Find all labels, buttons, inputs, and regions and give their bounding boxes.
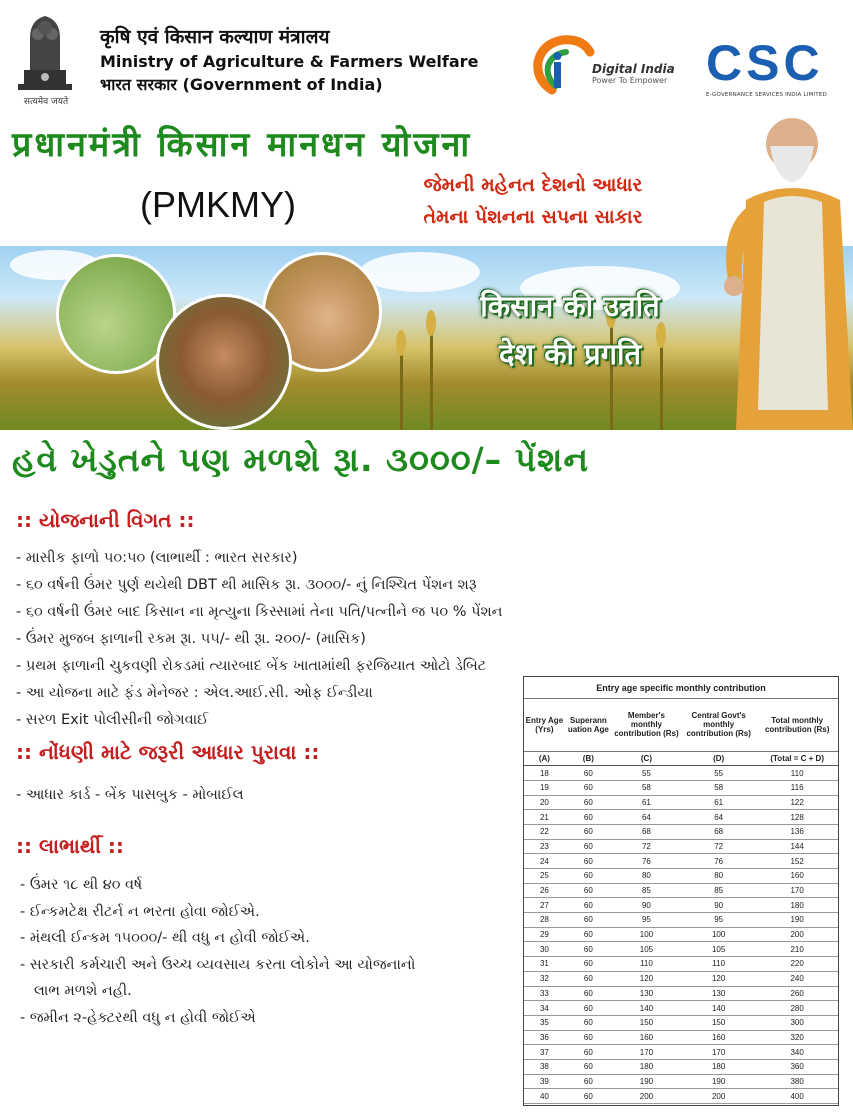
table-cell: 170 bbox=[681, 1045, 756, 1060]
table-cell: 28 bbox=[524, 913, 565, 928]
table-cell: 39 bbox=[524, 1074, 565, 1089]
table-cell: 33 bbox=[524, 986, 565, 1001]
table-cell: 160 bbox=[681, 1030, 756, 1045]
list-item: - ૬૦ વર્ષની ઉંમર બાદ કિસાન ના મૃત્યુના કિસ્સામાં તેના પતિ/પત્નીને જ ૫૦ % પેંશન bbox=[16, 604, 503, 620]
table-cell: 60 bbox=[565, 898, 612, 913]
table-cell: 360 bbox=[756, 1059, 838, 1074]
table-cell: 61 bbox=[681, 795, 756, 810]
table-cell: 38 bbox=[524, 1059, 565, 1074]
list-item: - મંથલી ઈન્કમ ૧૫૦૦૦/- થી વધુ ન હોવી જોઈએ. bbox=[20, 930, 310, 946]
scheme-title: प्रधानमंत्री किसान मानधन योजना bbox=[12, 125, 473, 165]
table-cell: 280 bbox=[756, 1001, 838, 1016]
ministry-block bbox=[100, 24, 478, 96]
table-cell: 31 bbox=[524, 957, 565, 972]
table-cell: 60 bbox=[565, 824, 612, 839]
table-cell: 60 bbox=[565, 1015, 612, 1030]
slogan-line-2: देश की प्रगति bbox=[499, 337, 641, 371]
table-cell: 140 bbox=[612, 1001, 681, 1016]
table-cell: 22 bbox=[524, 824, 565, 839]
table-cell: 300 bbox=[756, 1015, 838, 1030]
table-cell: 190 bbox=[612, 1074, 681, 1089]
table-cell: 100 bbox=[612, 927, 681, 942]
rice-grain bbox=[396, 330, 406, 356]
table-cell: 85 bbox=[681, 883, 756, 898]
table-cell: 260 bbox=[756, 986, 838, 1001]
table-cell: 200 bbox=[681, 1089, 756, 1104]
table-row bbox=[524, 957, 838, 972]
list-item: - ઉંમર ૧૮ થી ૪૦ વર્ષ bbox=[20, 877, 143, 893]
rice-grain bbox=[426, 310, 436, 336]
table-cell: 64 bbox=[612, 810, 681, 825]
table-cell: 60 bbox=[565, 927, 612, 942]
table-header-row bbox=[524, 699, 838, 751]
table-cell: 160 bbox=[756, 869, 838, 884]
table-cell: 340 bbox=[756, 1045, 838, 1060]
table-cell: 60 bbox=[565, 957, 612, 972]
beneficiary-heading: :: લાભાર્થી :: bbox=[16, 834, 124, 858]
table-row bbox=[524, 839, 838, 854]
table-cell: 320 bbox=[756, 1030, 838, 1045]
table-cell: 60 bbox=[565, 913, 612, 928]
table-cell: 55 bbox=[681, 766, 756, 781]
table-row bbox=[524, 810, 838, 825]
list-item: - ઉંમર મુજબ ફાળાની રકમ રૂા. ૫૫/- થી રૂા. ૨૦૦/- (માસિક) bbox=[16, 631, 366, 647]
table-cell: 85 bbox=[612, 883, 681, 898]
list-item: - ૬૦ વર્ષની ઉંમર પુર્ણ થયેથી DBT થી માસિક રૂા. ૩૦૦૦/- નું નિશ્ચિત પેંશન શરૂ bbox=[16, 577, 477, 593]
table-cell: 190 bbox=[681, 1074, 756, 1089]
table-row bbox=[524, 1001, 838, 1016]
table-cell: 60 bbox=[565, 766, 612, 781]
table-cell: 90 bbox=[681, 898, 756, 913]
header bbox=[0, 0, 853, 112]
column-header: Member's monthly contribution (Rs) bbox=[612, 699, 681, 751]
ministry-english: Ministry of Agriculture & Farmers Welfare bbox=[100, 52, 479, 71]
column-header: Total monthly contribution (Rs) bbox=[756, 699, 838, 751]
table-row bbox=[524, 1089, 838, 1104]
table-cell: 26 bbox=[524, 883, 565, 898]
table-row bbox=[524, 795, 838, 810]
csc-letters bbox=[706, 35, 830, 91]
table-cell: 130 bbox=[612, 986, 681, 1001]
table-cell: 122 bbox=[756, 795, 838, 810]
tagline-line-1: જેમની મહેનત દેશનો આધાર bbox=[423, 174, 643, 196]
table-cell: 116 bbox=[756, 780, 838, 795]
table-cell: 64 bbox=[681, 810, 756, 825]
slogan-line-1: किसान की उन्नति bbox=[480, 289, 660, 323]
table-cell: 68 bbox=[612, 824, 681, 839]
scheme-details-list bbox=[16, 545, 503, 734]
column-code: (A) bbox=[524, 751, 565, 766]
table-cell: 58 bbox=[612, 780, 681, 795]
scheme-abbreviation: (PMKMY) bbox=[140, 184, 296, 225]
documents-list bbox=[16, 784, 244, 806]
pension-headline: હવે ખેડુતને પણ મળશે રૂા. ૩૦૦૦/– પેંશન bbox=[12, 440, 590, 479]
list-item: - જમીન ૨-હેક્ટરથી વધુ ન હોવી જોઈએ bbox=[20, 1009, 256, 1026]
table-cell: 60 bbox=[565, 986, 612, 1001]
table-cell: 180 bbox=[756, 898, 838, 913]
table-cell: 60 bbox=[565, 1001, 612, 1016]
table-cell: 60 bbox=[565, 883, 612, 898]
column-code: (C) bbox=[612, 751, 681, 766]
table-row bbox=[524, 1015, 838, 1030]
table-cell: 190 bbox=[756, 913, 838, 928]
table-row bbox=[524, 942, 838, 957]
ministry-hindi: कृषि एवं किसान कल्याण मंत्रालय bbox=[100, 26, 330, 48]
table-cell: 110 bbox=[681, 957, 756, 972]
table-row bbox=[524, 854, 838, 869]
table-cell: 58 bbox=[681, 780, 756, 795]
list-item: - ઈન્કમટેક્ષ રીટર્ન ન ભરતા હોવા જોઈએ. bbox=[20, 903, 260, 920]
table-cell: 380 bbox=[756, 1074, 838, 1089]
table-row bbox=[524, 927, 838, 942]
table-row bbox=[524, 913, 838, 928]
csc-logo bbox=[706, 35, 830, 98]
list-item: લાભ મળશે નહી. bbox=[20, 983, 132, 999]
csc-letter: C bbox=[783, 35, 820, 91]
table-cell: 152 bbox=[756, 854, 838, 869]
table-row bbox=[524, 971, 838, 986]
table-cell: 35 bbox=[524, 1015, 565, 1030]
digital-india-label: Digital India bbox=[592, 62, 675, 76]
table-cell: 160 bbox=[612, 1030, 681, 1045]
list-item: - સરળ Exit પોલીસીની જોગવાઈ bbox=[16, 712, 209, 728]
table-cell: 24 bbox=[524, 854, 565, 869]
table-cell: 180 bbox=[681, 1059, 756, 1074]
table-cell: 37 bbox=[524, 1045, 565, 1060]
table-cell: 20 bbox=[524, 795, 565, 810]
table-cell: 36 bbox=[524, 1030, 565, 1045]
table-cell: 60 bbox=[565, 795, 612, 810]
table-cell: 140 bbox=[681, 1001, 756, 1016]
table-cell: 76 bbox=[681, 854, 756, 869]
prime-minister-photo bbox=[706, 110, 853, 430]
column-code: (B) bbox=[565, 751, 612, 766]
table-cell: 136 bbox=[756, 824, 838, 839]
table-cell: 150 bbox=[612, 1015, 681, 1030]
list-item: - આધાર કાર્ડ - બેંક પાસબુક - મોબાઈલ bbox=[16, 787, 244, 803]
government-of-india: भारत सरकार (Government of India) bbox=[100, 75, 383, 94]
table-cell: 30 bbox=[524, 942, 565, 957]
documents-heading: :: નોંધણી માટે જરૂરી આધાર પુરાવા :: bbox=[16, 740, 320, 764]
column-header: Superann uation Age bbox=[565, 699, 612, 751]
table-cell: 60 bbox=[565, 1045, 612, 1060]
table-cell: 72 bbox=[612, 839, 681, 854]
table-cell: 95 bbox=[681, 913, 756, 928]
table-cell: 60 bbox=[565, 1059, 612, 1074]
table-cell: 130 bbox=[681, 986, 756, 1001]
table-cell: 34 bbox=[524, 1001, 565, 1016]
table-cell: 150 bbox=[681, 1015, 756, 1030]
list-item: - પ્રથમ ફાળાની ચુકવણી રોકડમાં ત્યારબાદ બેંક ખાતામાંથી ફરજિયાત ઓટો ડેબિટ bbox=[16, 658, 487, 674]
table-cell: 210 bbox=[756, 942, 838, 957]
table-cell: 80 bbox=[681, 869, 756, 884]
table-row bbox=[524, 883, 838, 898]
list-item: - સરકારી કર્મચારી અને ઉચ્ચ વ્યવસાય કરતા લોકોને આ યોજનાનો bbox=[20, 956, 416, 973]
table-row bbox=[524, 1059, 838, 1074]
table-cell: 105 bbox=[612, 942, 681, 957]
table-row bbox=[524, 1074, 838, 1089]
table-cell: 21 bbox=[524, 810, 565, 825]
table-row bbox=[524, 1030, 838, 1045]
table-cell: 23 bbox=[524, 839, 565, 854]
csc-letter: S bbox=[746, 35, 780, 91]
table-row bbox=[524, 898, 838, 913]
table-cell: 40 bbox=[524, 1089, 565, 1104]
table-cell: 61 bbox=[612, 795, 681, 810]
table-cell: 19 bbox=[524, 780, 565, 795]
table-cell: 240 bbox=[756, 971, 838, 986]
table-row bbox=[524, 766, 838, 781]
table-row bbox=[524, 869, 838, 884]
column-header: Central Govt's monthly contribution (Rs) bbox=[681, 699, 756, 751]
list-item: - માસીક ફાળો ૫૦:૫૦ (લાભાર્થી : ભારત સરકાર) bbox=[16, 550, 298, 566]
table-cell: 110 bbox=[612, 957, 681, 972]
table-cell: 200 bbox=[756, 927, 838, 942]
table-cell: 72 bbox=[681, 839, 756, 854]
tagline-line-2: તેમના પેંશનના સપના સાકાર bbox=[423, 206, 643, 228]
table-cell: 105 bbox=[681, 942, 756, 957]
table-cell: 27 bbox=[524, 898, 565, 913]
table-cell: 18 bbox=[524, 766, 565, 781]
table-row bbox=[524, 824, 838, 839]
table-cell: 32 bbox=[524, 971, 565, 986]
beneficiary-list bbox=[20, 872, 415, 1031]
digital-india-text bbox=[592, 62, 675, 85]
table-cell: 25 bbox=[524, 869, 565, 884]
table-row bbox=[524, 780, 838, 795]
table-cell: 120 bbox=[612, 971, 681, 986]
table-cell: 60 bbox=[565, 1074, 612, 1089]
national-emblem-icon bbox=[14, 10, 76, 106]
column-code-row bbox=[524, 751, 838, 766]
table-row bbox=[524, 1045, 838, 1060]
csc-tagline: E-GOVERNANCE SERVICES INDIA LIMITED bbox=[706, 92, 827, 98]
table-cell: 29 bbox=[524, 927, 565, 942]
table-cell: 170 bbox=[756, 883, 838, 898]
digital-india-logo-icon bbox=[530, 34, 596, 100]
contribution-grid bbox=[524, 699, 838, 1104]
column-code: (Total = C + D) bbox=[756, 751, 838, 766]
table-cell: 60 bbox=[565, 810, 612, 825]
table-cell: 100 bbox=[681, 927, 756, 942]
table-cell: 110 bbox=[756, 766, 838, 781]
table-cell: 60 bbox=[565, 854, 612, 869]
table-cell: 220 bbox=[756, 957, 838, 972]
scheme-details-heading: :: યોજનાની વિગત :: bbox=[16, 508, 195, 532]
table-cell: 60 bbox=[565, 839, 612, 854]
table-cell: 144 bbox=[756, 839, 838, 854]
table-cell: 60 bbox=[565, 971, 612, 986]
table-cell: 95 bbox=[612, 913, 681, 928]
table-cell: 60 bbox=[565, 869, 612, 884]
digital-india-tagline: Power To Empower bbox=[592, 76, 668, 85]
table-cell: 55 bbox=[612, 766, 681, 781]
table-cell: 80 bbox=[612, 869, 681, 884]
table-cell: 60 bbox=[565, 942, 612, 957]
table-cell: 76 bbox=[612, 854, 681, 869]
table-cell: 60 bbox=[565, 1089, 612, 1104]
column-header: Entry Age (Yrs) bbox=[524, 699, 565, 751]
table-title: Entry age specific monthly contribution bbox=[524, 677, 838, 699]
table-cell: 400 bbox=[756, 1089, 838, 1104]
emblem-caption: सत्यमेव जयते bbox=[23, 97, 69, 107]
table-cell: 60 bbox=[565, 780, 612, 795]
table-cell: 180 bbox=[612, 1059, 681, 1074]
table-cell: 60 bbox=[565, 1030, 612, 1045]
csc-letter: C bbox=[706, 35, 743, 91]
table-cell: 128 bbox=[756, 810, 838, 825]
farmer-portrait-photo bbox=[156, 294, 292, 430]
table-cell: 120 bbox=[681, 971, 756, 986]
table-cell: 170 bbox=[612, 1045, 681, 1060]
contribution-table bbox=[523, 676, 839, 1106]
column-code: (D) bbox=[681, 751, 756, 766]
table-cell: 200 bbox=[612, 1089, 681, 1104]
table-cell: 68 bbox=[681, 824, 756, 839]
list-item: - આ યોજના માટે ફંડ મેનેજર : એલ.આઈ.સી. ઓફ ઈન્ડીયા bbox=[16, 685, 373, 701]
table-row bbox=[524, 986, 838, 1001]
table-cell: 90 bbox=[612, 898, 681, 913]
crop-stalk bbox=[430, 320, 433, 430]
